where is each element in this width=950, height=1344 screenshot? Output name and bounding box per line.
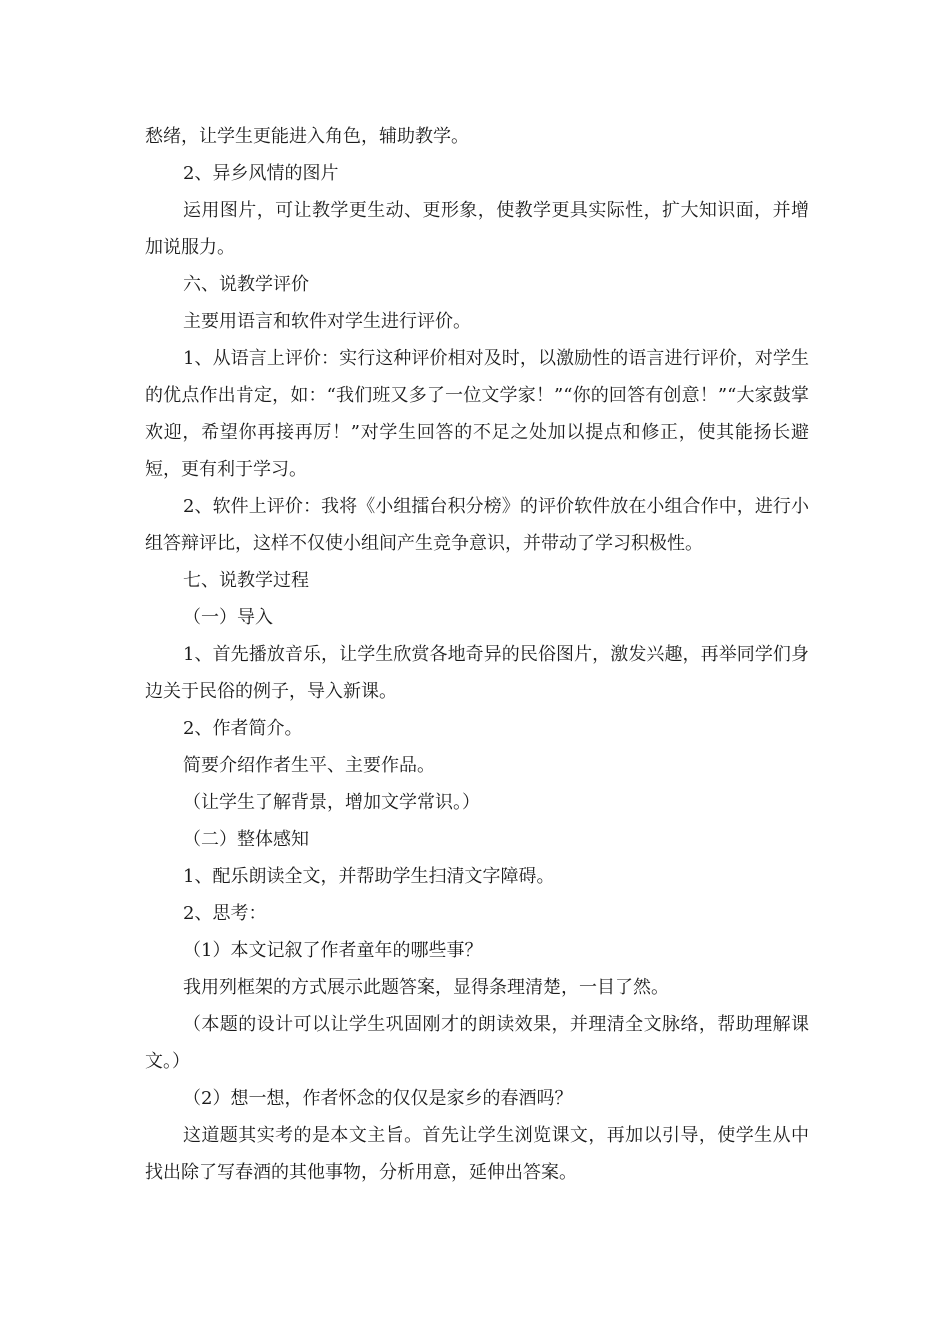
list-item: 1、从语言上评价：实行这种评价相对及时，以激励性的语言进行评价，对学生的优点作出肯定，如：“我们班又多了一位文学家！”“你的回答有创意！”“大家鼓掌欢迎，希望你再接再厉！”对学生回答的不足之处加以提点和修正，使其能扬长避短，更有利于学习。 bbox=[145, 348, 809, 480]
list-item: 2、作者简介。 bbox=[183, 718, 303, 739]
list-item: 2、异乡风情的图片 bbox=[183, 163, 339, 184]
document-page bbox=[145, 118, 809, 1191]
section-heading: 七、说教学过程 bbox=[183, 570, 309, 591]
paragraph: 主要用语言和软件对学生进行评价。 bbox=[183, 311, 471, 332]
paragraph: 这道题其实考的是本文主旨。首先让学生浏览课文，再加以引导，使学生从中找出除了写春酒的其他事物，分析用意，延伸出答案。 bbox=[145, 1125, 809, 1183]
paragraph: 运用图片，可让教学更生动、更形象，使教学更具实际性，扩大知识面，并增加说服力。 bbox=[145, 200, 809, 258]
paragraph: 简要介绍作者生平、主要作品。 bbox=[183, 755, 435, 776]
question: （1）本文记叙了作者童年的哪些事？ bbox=[183, 940, 483, 961]
list-item: 2、软件上评价：我将《小组擂台积分榜》的评价软件放在小组合作中，进行小组答辩评比，这样不仅使小组间产生竞争意识，并带动了学习积极性。 bbox=[145, 496, 809, 554]
question: （2）想一想，作者怀念的仅仅是家乡的春酒吗？ bbox=[183, 1088, 573, 1109]
note: （本题的设计可以让学生巩固刚才的朗读效果，并理清全文脉络，帮助理解课文。） bbox=[145, 1014, 809, 1072]
list-item: 1、配乐朗读全文，并帮助学生扫清文字障碍。 bbox=[183, 866, 555, 887]
paragraph: 愁绪，让学生更能进入角色，辅助教学。 bbox=[145, 126, 469, 147]
paragraph: 我用列框架的方式展示此题答案，显得条理清楚，一目了然。 bbox=[183, 977, 669, 998]
section-heading: 六、说教学评价 bbox=[183, 274, 309, 295]
list-item: 2、思考： bbox=[183, 903, 267, 924]
note: （让学生了解背景，增加文学常识。） bbox=[183, 792, 480, 813]
subsection-heading: （一）导入 bbox=[183, 607, 273, 628]
list-item: 1、首先播放音乐，让学生欣赏各地奇异的民俗图片，激发兴趣，再举同学们身边关于民俗的例子，导入新课。 bbox=[145, 644, 809, 702]
subsection-heading: （二）整体感知 bbox=[183, 829, 309, 850]
